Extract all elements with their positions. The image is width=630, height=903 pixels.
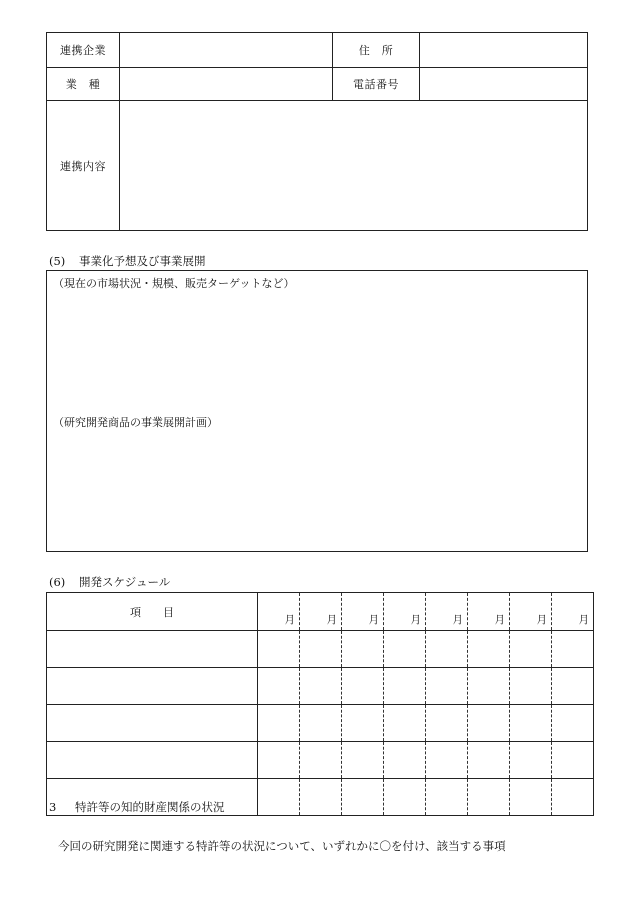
- schedule-month-cell[interactable]: [258, 631, 300, 668]
- schedule-month-cell[interactable]: [468, 668, 510, 705]
- schedule-month-cell[interactable]: [426, 631, 468, 668]
- partner-company-table: [46, 32, 588, 231]
- schedule-month-cell[interactable]: [342, 631, 384, 668]
- phone-value-cell[interactable]: [420, 68, 588, 101]
- schedule-month-cell[interactable]: [426, 779, 468, 816]
- schedule-month-cell[interactable]: [426, 705, 468, 742]
- phone-label: 電話番号: [333, 68, 420, 101]
- section3-number: 3: [49, 800, 57, 814]
- schedule-item-cell[interactable]: [47, 705, 258, 742]
- schedule-month-cell[interactable]: [384, 779, 426, 816]
- business-plan-note: （研究開発商品の事業展開計画）: [53, 416, 218, 429]
- industry-value-cell[interactable]: [120, 68, 333, 101]
- schedule-month-cell[interactable]: [510, 705, 552, 742]
- section5-title: 事業化予想及び事業展開: [79, 254, 206, 268]
- month-header: 月: [468, 593, 510, 631]
- schedule-month-cell[interactable]: [258, 779, 300, 816]
- month-header: 月: [384, 593, 426, 631]
- schedule-month-cell[interactable]: [426, 668, 468, 705]
- company-value-cell[interactable]: [120, 33, 333, 68]
- month-header: 月: [258, 593, 300, 631]
- schedule-month-cell[interactable]: [468, 705, 510, 742]
- schedule-month-cell[interactable]: [552, 631, 594, 668]
- schedule-month-cell[interactable]: [510, 779, 552, 816]
- schedule-row: [47, 631, 594, 668]
- schedule-month-cell[interactable]: [384, 668, 426, 705]
- schedule-month-cell[interactable]: [258, 742, 300, 779]
- address-label: 住 所: [333, 33, 420, 68]
- schedule-row: [47, 742, 594, 779]
- schedule-month-cell[interactable]: [552, 779, 594, 816]
- month-header: 月: [510, 593, 552, 631]
- schedule-month-cell[interactable]: [300, 742, 342, 779]
- section3-heading: [49, 799, 225, 815]
- ip-status-paragraph: 今回の研究開発に関連する特許等の状況について、いずれかに〇を付け、該当する事項: [58, 839, 506, 853]
- schedule-month-cell[interactable]: [552, 705, 594, 742]
- schedule-row: [47, 705, 594, 742]
- schedule-month-cell[interactable]: [552, 668, 594, 705]
- schedule-month-cell[interactable]: [300, 668, 342, 705]
- schedule-header-row: [47, 593, 594, 631]
- schedule-row: [47, 668, 594, 705]
- schedule-month-cell[interactable]: [258, 705, 300, 742]
- section6-number: (6): [49, 575, 66, 589]
- section5-heading: [49, 253, 206, 269]
- schedule-month-cell[interactable]: [342, 742, 384, 779]
- schedule-month-cell[interactable]: [342, 668, 384, 705]
- month-header: 月: [300, 593, 342, 631]
- content-value-cell[interactable]: [120, 101, 588, 231]
- schedule-month-cell[interactable]: [552, 742, 594, 779]
- schedule-month-cell[interactable]: [510, 631, 552, 668]
- schedule-month-cell[interactable]: [384, 742, 426, 779]
- schedule-item-cell[interactable]: [47, 631, 258, 668]
- section6-title: 開発スケジュール: [79, 575, 171, 589]
- business-outlook-box[interactable]: [46, 270, 588, 552]
- schedule-month-cell[interactable]: [510, 668, 552, 705]
- section6-heading: [49, 574, 170, 590]
- market-status-note: （現在の市場状況・規模、販売ターゲットなど）: [53, 277, 295, 290]
- item-header: 項 目: [47, 593, 258, 631]
- schedule-month-cell[interactable]: [510, 742, 552, 779]
- company-label: 連携企業: [47, 33, 120, 68]
- address-value-cell[interactable]: [420, 33, 588, 68]
- industry-label: 業 種: [47, 68, 120, 101]
- schedule-month-cell[interactable]: [300, 779, 342, 816]
- content-label: 連携内容: [47, 101, 120, 231]
- month-header: 月: [342, 593, 384, 631]
- schedule-month-cell[interactable]: [384, 705, 426, 742]
- schedule-month-cell[interactable]: [300, 631, 342, 668]
- section5-number: (5): [49, 254, 66, 268]
- schedule-month-cell[interactable]: [426, 742, 468, 779]
- month-header: 月: [552, 593, 594, 631]
- schedule-item-cell[interactable]: [47, 668, 258, 705]
- schedule-month-cell[interactable]: [342, 705, 384, 742]
- schedule-month-cell[interactable]: [468, 631, 510, 668]
- schedule-month-cell[interactable]: [468, 779, 510, 816]
- schedule-month-cell[interactable]: [300, 705, 342, 742]
- section3-title: 特許等の知的財産関係の状況: [75, 800, 225, 814]
- development-schedule-table: [46, 592, 594, 816]
- month-header: 月: [426, 593, 468, 631]
- schedule-item-cell[interactable]: [47, 742, 258, 779]
- schedule-month-cell[interactable]: [468, 742, 510, 779]
- schedule-month-cell[interactable]: [258, 668, 300, 705]
- schedule-month-cell[interactable]: [342, 779, 384, 816]
- schedule-month-cell[interactable]: [384, 631, 426, 668]
